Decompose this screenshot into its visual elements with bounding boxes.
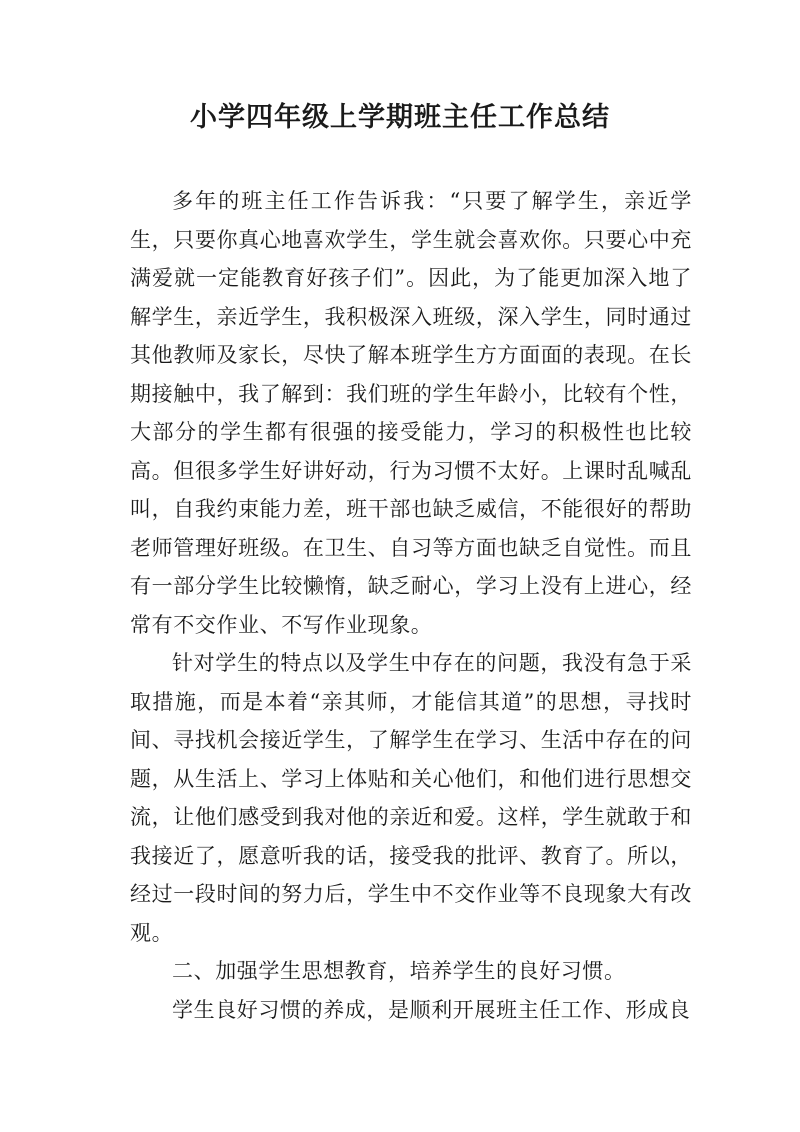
paragraph-approach: 针对学生的特点以及学生中存在的问题，我没有急于采取措施，而是本着“亲其师，才能信其道”的思想，寻找时间、寻找机会接近学生，了解学生在学习、生活中存在的问题，从生活上、学习上体贴和关心他们，和他们进行思想交流，让他们感受到我对他的亲近和爱。这样，学生就敢于和我接近了，愿意听我的话，接受我的批评、教育了。所以，经过一段时间的努力后，学生中不交作业等不良现象大有改观。: [130, 651, 692, 945]
paragraph-habits: 学生良好习惯的养成，是顺利开展班主任工作、形成良: [172, 997, 691, 1022]
section-heading-two: 二、加强学生思想教育，培养学生的良好习惯。: [172, 959, 626, 983]
paragraph-intro: 多年的班主任工作告诉我：“只要了解学生，亲近学生，只要你真心地喜欢学生，学生就会喜欢你。只要心中充满爱就一定能教育好孩子们”。因此，为了能更加深入地了解学生，亲近学生，我积极深入班级，深入学生，同时通过其他教师及家长，尽快了解本班学生方方面面的表现。在长期接触中，我了解到：我们班的学生年龄小，比较有个性，大部分的学生都有很强的接受能力，学习的积极性也比较高。但很多学生好讲好动，行为习惯不太好。上课时乱喊乱叫，自我约束能力差，班干部也缺乏威信，不能很好的帮助老师管理好班级。在卫生、自习等方面也缺乏自觉性。而且有一部分学生比较懒惰，缺乏耐心，学习上没有上进心，经常有不交作业、不写作业现象。: [130, 189, 692, 637]
document-body: [130, 182, 692, 1029]
document-title: 小学四年级上学期班主任工作总结: [190, 102, 610, 133]
